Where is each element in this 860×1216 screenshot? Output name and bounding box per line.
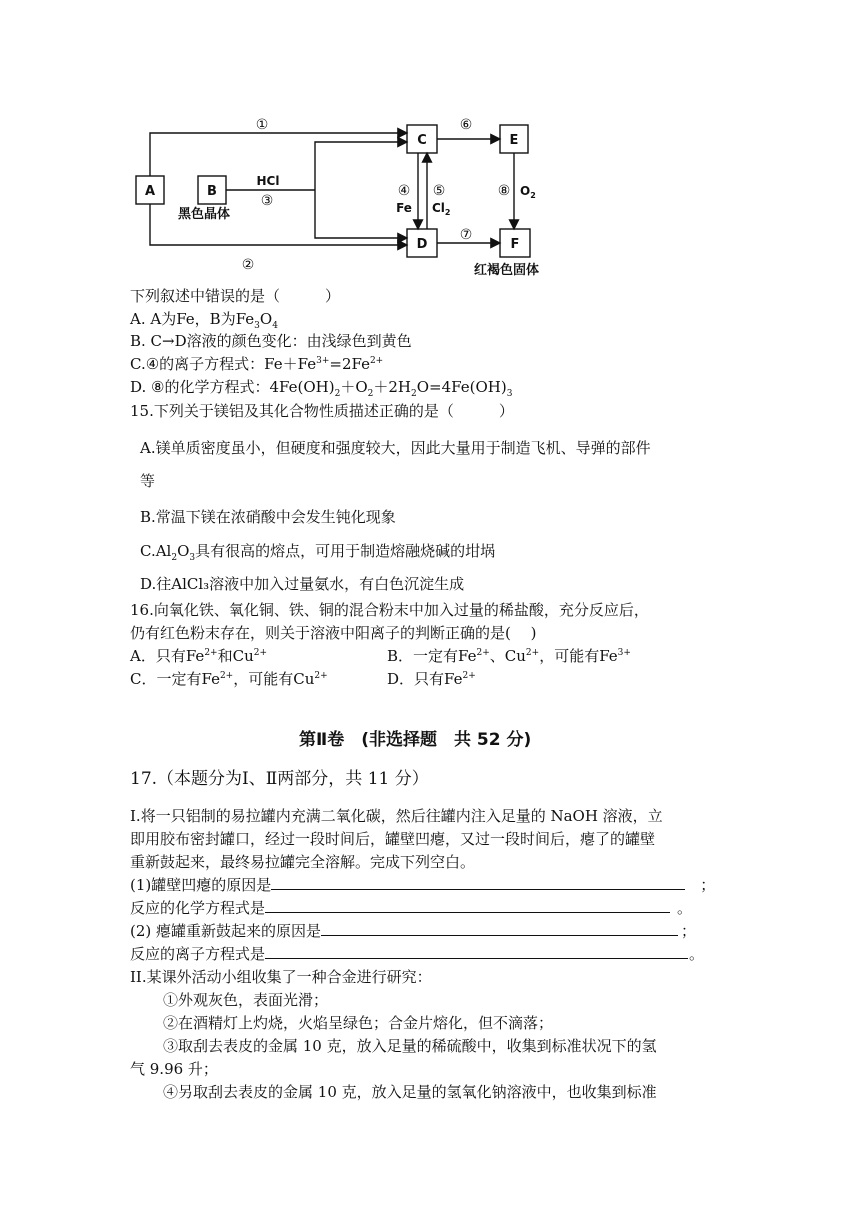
q17-item-3-line1: ③取刮去表皮的金属 10 克，放入足量的稀硫酸中，收集到标准状况下的氢 — [163, 1037, 657, 1055]
o2-label: $O_2$ — [520, 184, 536, 200]
q17-item-2: ②在酒精灯上灼烧，火焰呈绿色；合金片熔化，但不滴落； — [163, 1014, 554, 1032]
q17-part1-line2: 即用胶布密封罐口，经过一段时间后，罐壁凹瘪，又过一段时间后，瘪了的罐壁 — [130, 830, 656, 848]
node-a: A — [144, 184, 156, 199]
edge-label-7: ⑦ — [459, 227, 473, 243]
answer-blank-2[interactable] — [265, 898, 670, 913]
q14-option-c: C.④的离子方程式：$Fe+Fe^{3+}=2Fe^{2+}$ — [130, 355, 384, 373]
q16-option-d: D．只有$Fe^{2+}$ — [387, 670, 476, 688]
q16-stem-line2: 仍有红色粉末存在，则关于溶液中阳离子的判断正确的是( ) — [130, 624, 537, 642]
q15-option-b: B.常温下镁在浓硝酸中会发生钝化现象 — [140, 508, 396, 526]
answer-blank-1[interactable] — [271, 875, 685, 890]
q14-stem: 下列叙述中错误的是（ ） — [130, 287, 341, 305]
q17-item-1: ①外观灰色，表面光滑； — [163, 991, 329, 1009]
answer-blank-3[interactable] — [321, 921, 678, 936]
edge-3-to-d — [315, 190, 407, 238]
q16-option-c: C．一定有$Fe^{2+}$，可能有$Cu^{2+}$ — [130, 670, 328, 688]
hcl-label: HCl — [256, 174, 280, 188]
edge-label-3: ③ — [260, 193, 274, 209]
q14-option-a: A. A为Fe，B为$Fe_3O_4$ — [130, 310, 278, 331]
edge-1 — [150, 133, 407, 176]
edge-label-6: ⑥ — [459, 117, 473, 133]
answer-blank-4[interactable] — [265, 944, 688, 959]
q17-item-3-line2: 气 9.96 升； — [130, 1060, 218, 1078]
node-b: B — [207, 184, 217, 199]
edge-label-8: ⑧ — [497, 183, 511, 199]
fe-label: Fe — [396, 201, 412, 215]
q17-fill-4: 反应的离子方程式是 。 — [130, 945, 705, 963]
f-caption: 红褐色固体 — [474, 263, 540, 278]
reaction-diagram — [120, 105, 580, 285]
q16-stem-line1: 16.向氧化铁、氧化铜、铁、铜的混合粉末中加入过量的稀盐酸，充分反应后， — [130, 601, 649, 619]
edge-label-4: ④ — [397, 183, 411, 199]
q16-option-a: A．只有$Fe^{2+}$和$Cu^{2+}$ — [130, 647, 268, 665]
q17-fill-1: (1)罐壁凹瘪的原因是 ； — [130, 876, 716, 894]
q16-option-b: B．一定有$Fe^{2+}$、$Cu^{2+}$，可能有$Fe^{3+}$ — [387, 647, 631, 665]
q15-option-a-line2: 等 — [140, 472, 156, 490]
q17-part1-line3: 重新鼓起来，最终易拉罐完全溶解。完成下列空白。 — [130, 853, 476, 871]
edge-3-to-c — [315, 142, 407, 190]
q17-header: 17.（本题分为Ⅰ、Ⅱ两部分，共 11 分） — [130, 769, 429, 789]
q15-option-c: $C.Al_2O_3$具有很高的熔点，可用于制造熔融烧碱的坩埚 — [140, 542, 496, 563]
cl2-label: $Cl_2$ — [432, 201, 451, 217]
node-e: E — [509, 133, 519, 148]
edge-label-1: ① — [255, 117, 269, 133]
q17-item-4: ④另取刮去表皮的金属 10 克，放入足量的氢氧化钠溶液中，也收集到标准 — [163, 1083, 657, 1101]
edge-label-2: ② — [241, 257, 255, 273]
q17-fill-3: (2) 瘪罐重新鼓起来的原因是 ； — [130, 922, 697, 940]
edge-label-5: ⑤ — [432, 183, 446, 199]
q15-option-d: D.往AlCl₃溶液中加入过量氨水，有白色沉淀生成 — [140, 575, 465, 593]
node-c: C — [417, 133, 427, 148]
q15-option-a-line1: A.镁单质密度虽小，但硬度和强度较大，因此大量用于制造飞机、导弹的部件 — [140, 439, 651, 457]
node-d: D — [416, 237, 428, 252]
q17-part1-line1: I.将一只铝制的易拉罐内充满二氧化碳，然后往罐内注入足量的 NaOH 溶液，立 — [130, 807, 663, 825]
q14-option-d: D. ⑧的化学方程式：$4Fe(OH)_2+O_2+2H_2O=4Fe(OH)_3$ — [130, 378, 513, 399]
q17-fill-2: 反应的化学方程式是 。 — [130, 899, 693, 917]
section-2-title: 第Ⅱ卷 (非选择题 共 52 分) — [299, 730, 532, 750]
q17-part2-intro: II.某课外活动小组收集了一种合金进行研究： — [130, 968, 432, 986]
node-f: F — [510, 237, 520, 252]
q14-option-b: B. C→D溶液的颜色变化：由浅绿色到黄色 — [130, 332, 412, 350]
b-caption: 黑色晶体 — [178, 207, 231, 222]
q15-stem: 15.下列关于镁铝及其化合物性质描述正确的是（ ） — [130, 402, 514, 420]
